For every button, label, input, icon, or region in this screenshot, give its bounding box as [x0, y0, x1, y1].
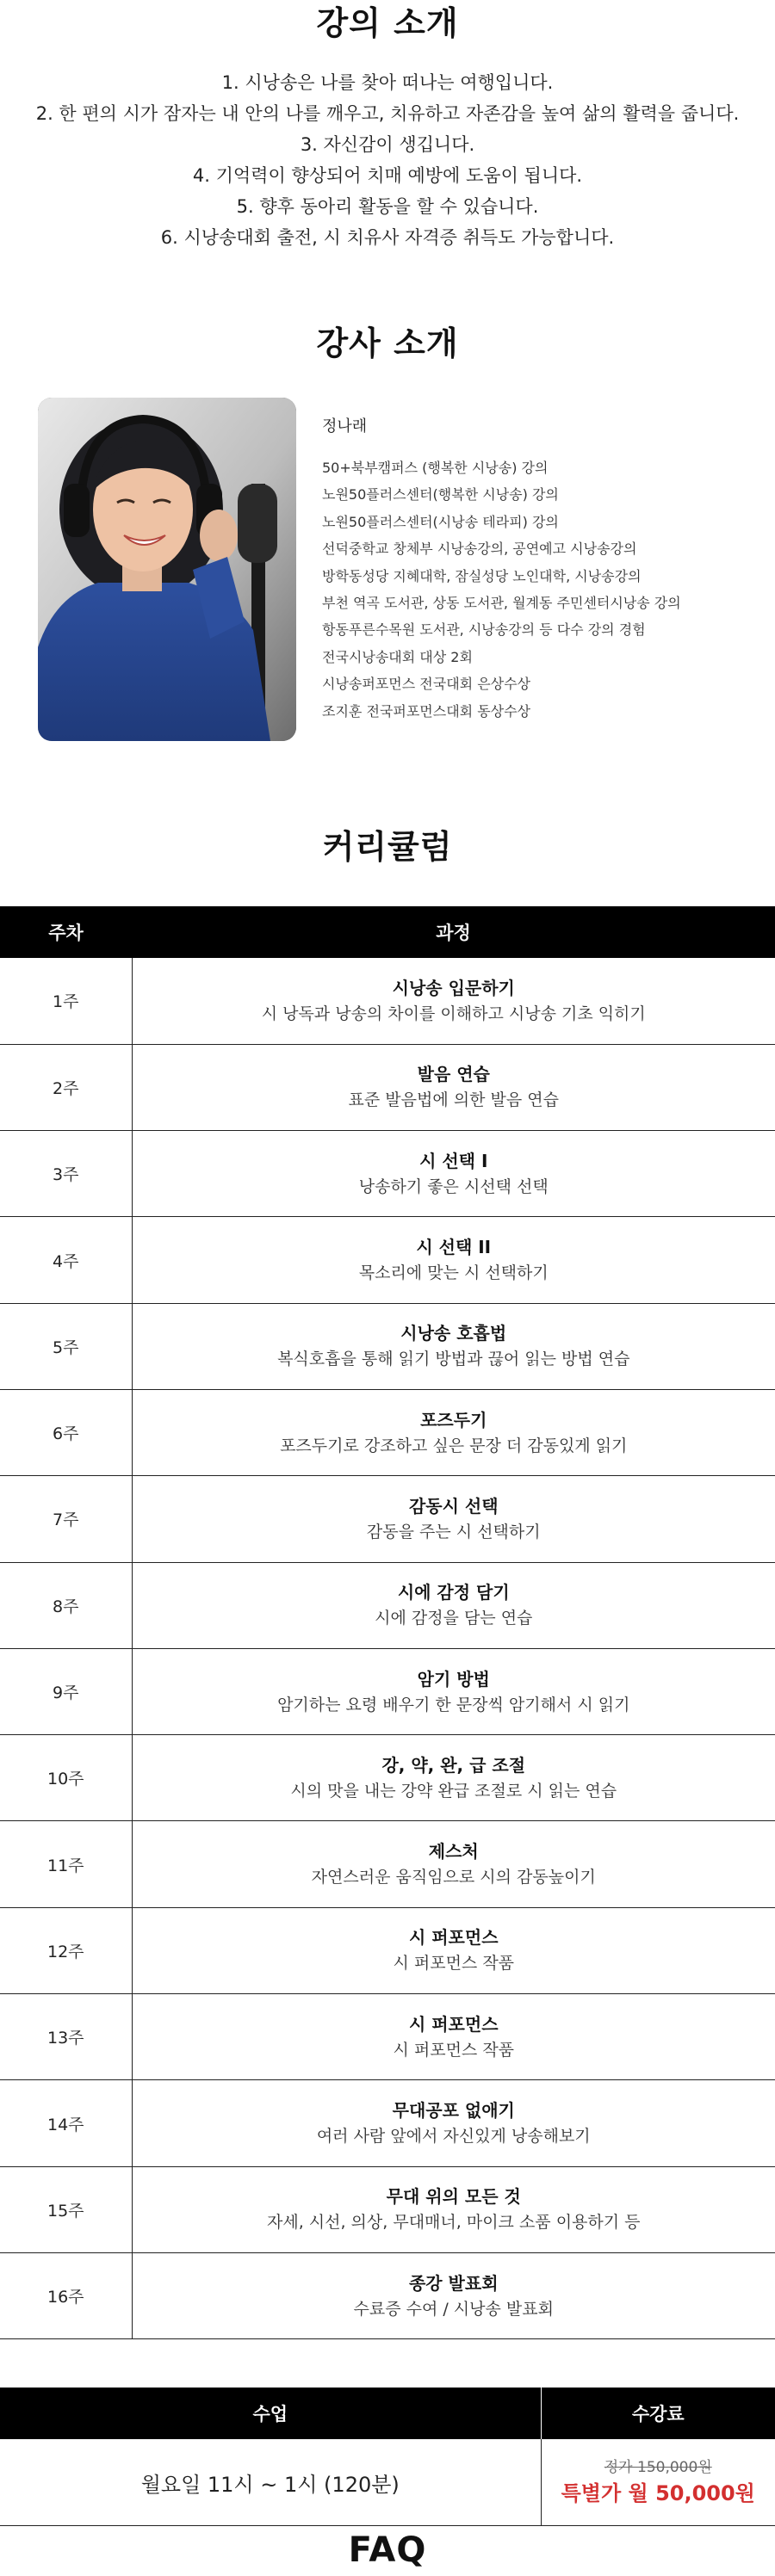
fee-cell [541, 2439, 775, 2525]
curriculum-row [0, 1994, 775, 2080]
week-cell: 3주 [0, 1131, 132, 1217]
course-title: 시 선택 I [419, 1150, 488, 1171]
course-cell [132, 1994, 775, 2080]
curriculum-row [0, 1562, 775, 1648]
course-description: 자연스러운 움직임으로 시의 감동높이기 [311, 1868, 596, 1887]
intro-item: 1. 시낭송은 나를 찾아 떠나는 여행입니다. [221, 72, 554, 93]
course-title: 시에 감정 담기 [397, 1582, 510, 1603]
curriculum-table [0, 906, 775, 2339]
course-description: 포즈두기로 강조하고 싶은 문장 더 감동있게 읽기 [280, 1436, 628, 1455]
week-cell: 12주 [0, 1907, 132, 1993]
week-cell: 10주 [0, 1735, 132, 1821]
instructor-bio [322, 398, 681, 741]
course-title: 시 퍼포먼스 [408, 1927, 499, 1949]
career-item: 방학동성당 지혜대학, 잠실성당 노인대학, 시낭송강의 [322, 567, 642, 584]
pricing-header-row [0, 2388, 775, 2439]
course-cell [132, 1562, 775, 1648]
week-cell: 15주 [0, 2166, 132, 2252]
curriculum-row [0, 1303, 775, 1389]
curriculum-row [0, 2252, 775, 2338]
course-description: 낭송하기 좋은 시선택 선택 [358, 1177, 549, 1196]
regular-price: 정가 150,000원 [604, 2459, 712, 2476]
sale-price: 특별가 월 50,000원 [561, 2481, 755, 2505]
course-cell [132, 1389, 775, 1475]
week-cell: 1주 [0, 958, 132, 1044]
course-cell [132, 1044, 775, 1130]
curriculum-row [0, 1907, 775, 1993]
curriculum-title: 커리큘럼 [322, 828, 453, 866]
course-description: 여러 사람 앞에서 자신있게 낭송해보기 [316, 2127, 591, 2146]
class-header: 수업 [0, 2388, 541, 2439]
week-cell: 5주 [0, 1303, 132, 1389]
curriculum-row [0, 1389, 775, 1475]
week-cell: 7주 [0, 1476, 132, 1562]
career-item: 50+북부캠퍼스 (행복한 시낭송) 강의 [322, 460, 549, 476]
course-description: 시의 맛을 내는 강약 완급 조절로 시 읽는 연습 [290, 1781, 617, 1801]
career-item: 전국시낭송대회 대상 2회 [322, 648, 473, 665]
course-cell [132, 1821, 775, 1907]
intro-title: 강의 소개 [316, 4, 459, 42]
course-title: 제스처 [428, 1841, 479, 1863]
curriculum-header-row [0, 906, 775, 958]
week-cell: 13주 [0, 1994, 132, 2080]
career-item: 항동푸른수목원 도서관, 시낭송강의 등 다수 강의 경험 [322, 621, 646, 639]
course-description: 감동을 주는 시 선택하기 [366, 1522, 541, 1541]
course-title: 시 선택 II [416, 1237, 492, 1258]
intro-item: 3. 자신감이 생깁니다. [300, 134, 475, 155]
course-description: 목소리에 맞는 시 선택하기 [358, 1263, 549, 1283]
instructor-photo [38, 398, 296, 741]
course-title: 종강 발표회 [408, 2272, 499, 2294]
instructor-title: 강사 소개 [316, 324, 459, 362]
course-cell [132, 1476, 775, 1562]
course-cell [132, 2166, 775, 2252]
week-cell: 9주 [0, 1648, 132, 1734]
curriculum-row [0, 2080, 775, 2166]
course-description: 자세, 시선, 의상, 무대매너, 마이크 소품 이용하기 등 [266, 2213, 641, 2233]
week-cell: 16주 [0, 2252, 132, 2338]
career-item: 조지훈 전국퍼포먼스대회 동상수상 [322, 702, 531, 720]
curriculum-row [0, 1044, 775, 1130]
faq-title: FAQ [348, 2530, 427, 2570]
curriculum-row [0, 1476, 775, 1562]
week-cell: 2주 [0, 1044, 132, 1130]
course-title: 감동시 선택 [408, 1495, 499, 1517]
career-item: 부천 역곡 도서관, 상동 도서관, 월계동 주민센터시낭송 강의 [322, 595, 681, 612]
curriculum-row [0, 1735, 775, 1821]
class-schedule: 월요일 11시 ~ 1시 (120분) [140, 2472, 400, 2497]
curriculum-body [0, 958, 775, 2339]
course-cell [132, 1131, 775, 1217]
course-cell [132, 2252, 775, 2338]
course-description: 시 퍼포먼스 작품 [393, 2040, 515, 2060]
course-cell [132, 958, 775, 1044]
course-title: 시낭송 입문하기 [392, 977, 515, 998]
week-header: 주차 [0, 906, 132, 958]
fee-header: 수강료 [541, 2388, 775, 2439]
course-title: 시낭송 호흡법 [400, 1323, 507, 1344]
course-description: 복식호흡을 통해 읽기 방법과 끊어 읽는 방법 연습 [277, 1350, 630, 1369]
instructor-section [0, 398, 775, 741]
curriculum-row [0, 1131, 775, 1217]
intro-item: 5. 향후 동아리 활동을 할 수 있습니다. [236, 196, 539, 217]
course-cell [132, 1303, 775, 1389]
course-title: 발음 연습 [417, 1064, 490, 1085]
course-cell [132, 2080, 775, 2166]
pricing-row [0, 2439, 775, 2525]
career-item: 노원50플러스센터(시낭송 테라피) 강의 [322, 513, 559, 530]
course-description: 수료증 수여 / 시낭송 발표회 [353, 2299, 554, 2319]
course-description: 표준 발음법에 의한 발음 연습 [348, 1090, 559, 1110]
course-title: 포즈두기 [420, 1409, 487, 1430]
course-description: 암기하는 요령 배우기 한 문장씩 암기해서 시 읽기 [277, 1695, 630, 1714]
curriculum-row [0, 2166, 775, 2252]
course-title: 시 퍼포먼스 [408, 2013, 499, 2035]
week-cell: 14주 [0, 2080, 132, 2166]
week-cell: 11주 [0, 1821, 132, 1907]
course-title: 무대공포 없애기 [392, 2100, 515, 2121]
intro-item: 2. 한 편의 시가 잠자는 내 안의 나를 깨우고, 치유하고 자존감을 높여 삶의 활력을 줍니다. [35, 103, 740, 124]
curriculum-row [0, 958, 775, 1044]
intro-item: 4. 기억력이 향상되어 치매 예방에 도움이 됩니다. [192, 165, 583, 186]
course-cell [132, 1217, 775, 1303]
course-description: 시에 감정을 담는 연습 [375, 1609, 533, 1628]
pricing-table [0, 2388, 775, 2526]
course-cell [132, 1735, 775, 1821]
intro-list [0, 67, 775, 253]
course-title: 무대 위의 모든 것 [386, 2186, 521, 2208]
course-title: 암기 방법 [417, 1668, 490, 1690]
curriculum-row [0, 1648, 775, 1734]
course-cell [132, 1907, 775, 1993]
curriculum-row [0, 1217, 775, 1303]
intro-item: 6. 시낭송대회 출전, 시 치유사 자격증 취득도 가능합니다. [160, 227, 615, 248]
course-description: 시 낭독과 낭송의 차이를 이해하고 시낭송 기초 익히기 [261, 1004, 646, 1023]
week-cell: 4주 [0, 1217, 132, 1303]
career-item: 선덕중학교 창체부 시낭송강의, 공연예고 시낭송강의 [322, 541, 637, 558]
course-title: 강, 약, 완, 급 조절 [381, 1754, 526, 1776]
curriculum-row [0, 1821, 775, 1907]
course-description: 시 퍼포먼스 작품 [393, 1954, 515, 1974]
career-item: 노원50플러스센터(행복한 시낭송) 강의 [322, 486, 559, 503]
week-cell: 6주 [0, 1389, 132, 1475]
course-header: 과정 [132, 906, 775, 958]
career-item: 시낭송퍼포먼스 전국대회 은상수상 [322, 676, 531, 693]
week-cell: 8주 [0, 1562, 132, 1648]
instructor-name: 정나래 [322, 417, 368, 436]
course-cell [132, 1648, 775, 1734]
